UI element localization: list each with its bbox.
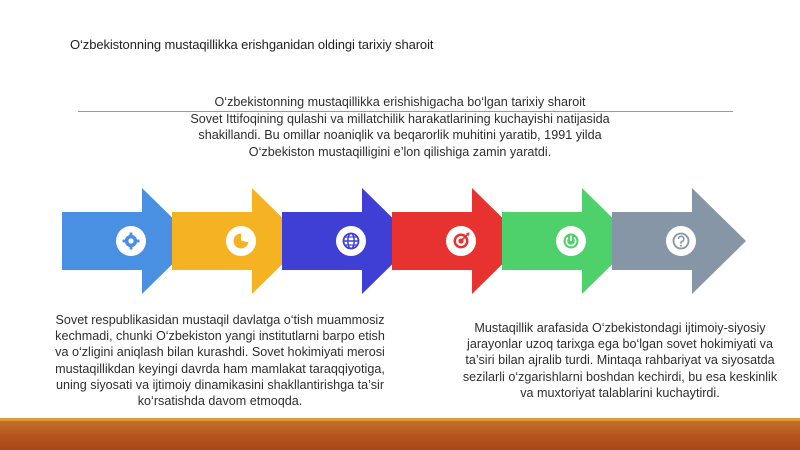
left-paragraph: Sovet respublikasidan mustaqil davlatga o‘tish muammosiz kechmadi, chunki O‘zbekiston yangi institutlarni barpo etish va o‘zligini aniqlash bilan kurashdi. Sovet hokimiyati merosi mustaqillikdan keyingi davrda ham mamlakat taraqqiyotiga, uning siyosati va ijtimoiy dinamikasini shakllantirishga ta’sir ko‘rsatishda davom etmoqda. xyxy=(55,313,385,409)
process-arrows xyxy=(60,186,750,296)
slide-title: O‘zbekistonning mustaqillikka erishganidan oldingi tarixiy sharoit xyxy=(70,37,434,52)
pie-chart-icon xyxy=(226,226,256,256)
power-icon xyxy=(556,226,586,256)
question-icon xyxy=(666,226,696,256)
footer-band xyxy=(0,418,800,450)
globe-icon xyxy=(336,226,366,256)
gear-icon xyxy=(116,226,146,256)
intro-line-1: O‘zbekistonning mustaqillikka erishishigacha bo‘lgan tarixiy sharoit xyxy=(214,95,586,109)
intro-text xyxy=(175,94,625,160)
arrow-6 xyxy=(610,186,760,296)
target-icon xyxy=(446,226,476,256)
right-paragraph: Mustaqillik arafasida O‘zbekistondagi ijtimoiy-siyosiy jarayonlar uzoq tarixga ega bo‘lgan sovet hokimiyati va ta’siri bilan ajralib turdi. Mintaqa rahbariyat va siyosatda sezilarli o‘zgarishlarni boshdan kechirdi, bu esa keskinlik va muxtoriyat talablarini kuchaytirdi. xyxy=(462,321,778,400)
footer-stripe xyxy=(0,418,800,421)
intro-body: Sovet Ittifoqining qulashi va millatchilik harakatlarining kuchayishi natijasida shakillandi. Bu omillar noaniqlik va beqarorlik muhitini yaratib, 1991 yilda O‘zbekiston mustaqilligini e’lon qilishiga zamin yaratdi. xyxy=(190,111,610,159)
